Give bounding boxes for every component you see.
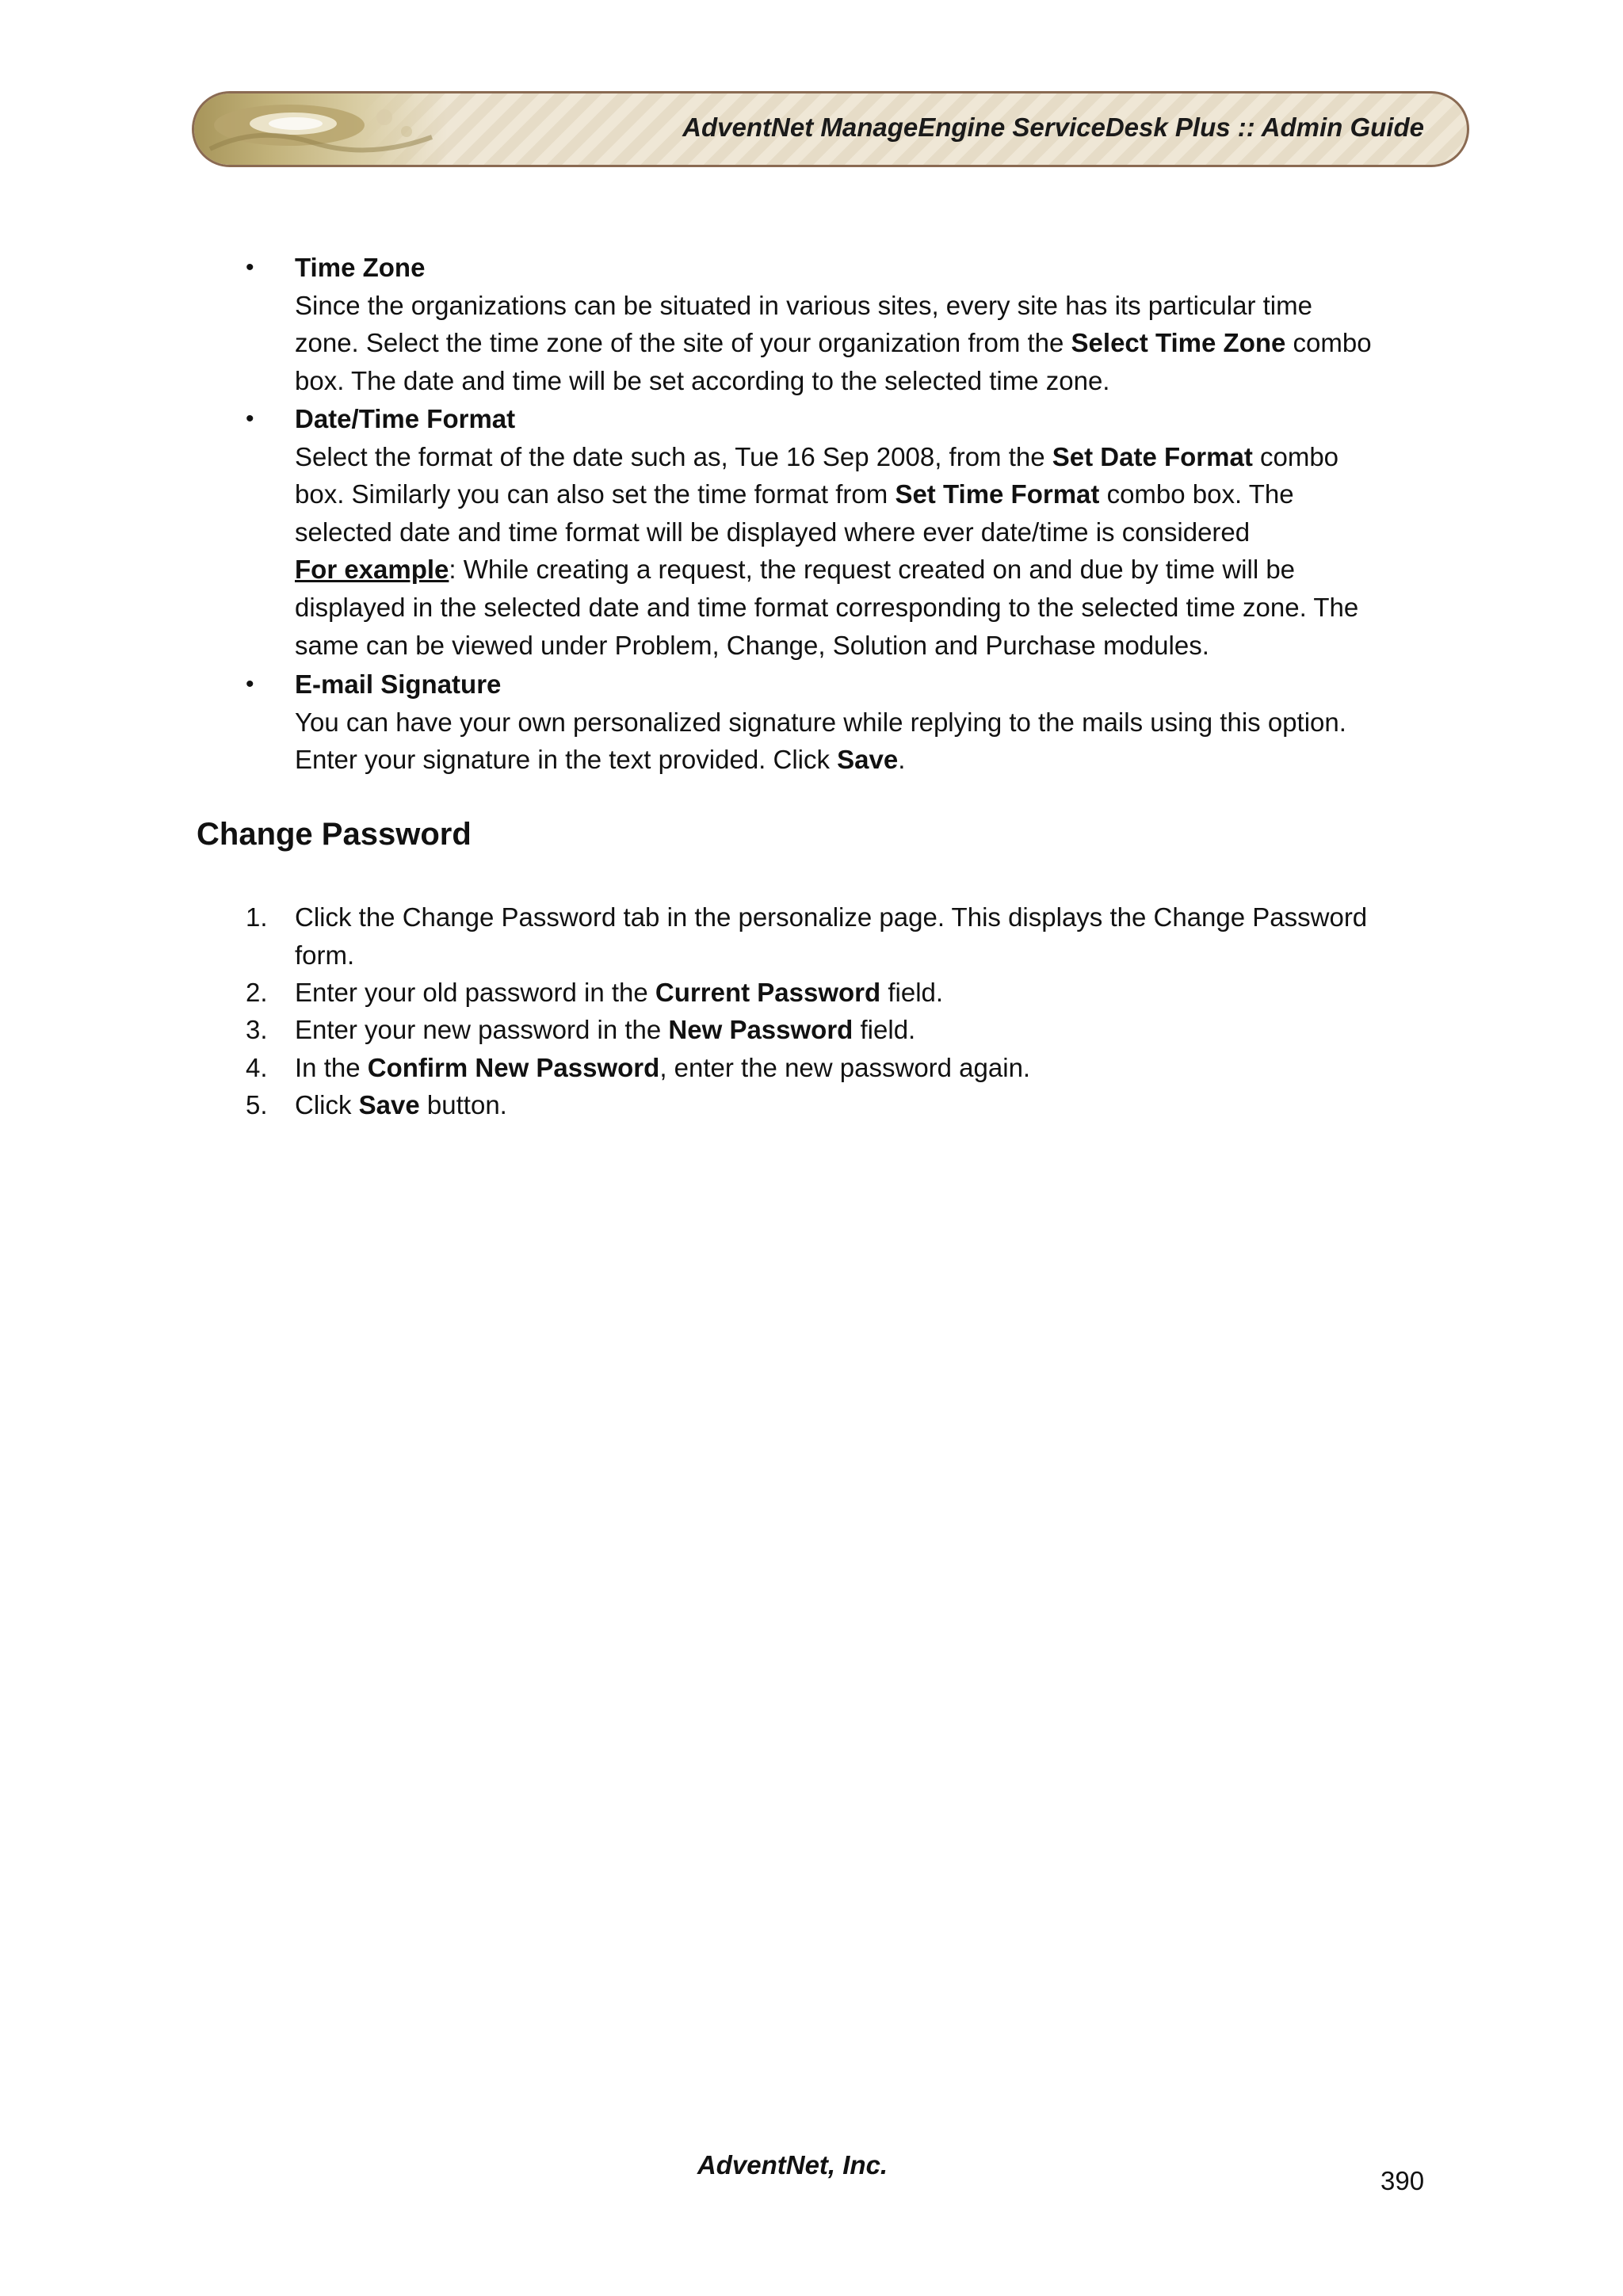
bold-term: Set Time Format [895,479,1100,509]
paragraph-line: displayed in the selected date and time format corresponding to the selected time zone. The [295,592,1359,622]
numbered-step [246,1011,1428,1049]
bold-term: Save [837,745,899,775]
bullet-icon: • [246,671,254,697]
step-text-line: Enter your new password in the New Password field. [295,1015,916,1044]
bullet-heading-line [295,249,1428,287]
paragraph-line: Since the organizations can be situated in various sites, every site has its particular time [295,290,1312,320]
paragraph-line: zone. Select the time zone of the site of your organization from the Select Time Zone combo [295,328,1372,358]
page-number: 390 [1381,2166,1425,2195]
paragraph-line: You can have your own personalized signature while replying to the mails using this option. [295,707,1346,737]
paragraph-line: box. Similarly you can also set the time format from Set Time Format combo box. The [295,479,1294,509]
numbered-step [246,1049,1428,1087]
numbered-step [246,898,1428,974]
footer-company-name: AdventNet, Inc. [697,2150,888,2180]
step-text-line: In the Confirm New Password, enter the new password again. [295,1053,1031,1082]
header-banner [192,91,1469,167]
bullet-item [246,666,1428,779]
bullet-icon: • [246,254,254,280]
paragraph-line: same can be viewed under Problem, Change, Solution and Purchase modules. [295,630,1209,660]
banner-artwork-icon [194,93,448,165]
paragraph-line: For example: While creating a request, the request created on and due by time will be [295,555,1296,585]
step-number: 3. [246,1015,268,1044]
step-number: 5. [246,1090,268,1119]
bold-term: New Password [668,1015,854,1044]
paragraph-line: Enter your signature in the text provided. Click Save. [295,745,906,775]
step-number: 4. [246,1053,268,1082]
paragraph-line: Select the format of the date such as, Tue 16 Sep 2008, from the Set Date Format combo [295,441,1339,471]
section-heading-change-password: Change Password [197,817,472,852]
bullet-item [246,249,1428,399]
bullet-icon: • [246,406,254,432]
bullet-heading: Date/Time Format [295,404,516,433]
bullet-heading-line [295,666,1428,704]
step-text-line: Click Save button. [295,1090,507,1119]
bullet-item [246,400,1428,664]
bullet-heading: E-mail Signature [295,669,502,699]
bullet-heading-line [295,400,1428,438]
step-text-line: form. [295,940,355,970]
paragraph-line: selected date and time format will be displayed where ever date/time is considered [295,517,1251,547]
bold-term: Save [358,1090,420,1119]
banner-decorative-image [194,93,448,165]
paragraph-line: box. The date and time will be set according to the selected time zone. [295,365,1110,395]
bold-term: Current Password [655,978,881,1007]
bullet-heading: Time Zone [295,253,426,282]
underlined-label: For example [295,555,449,585]
step-number: 1. [246,902,268,932]
numbered-step [246,1086,1428,1124]
bold-term: Set Date Format [1052,441,1253,471]
bold-term: Select Time Zone [1071,328,1286,358]
bold-term: Confirm New Password [367,1053,660,1082]
numbered-step [246,974,1428,1012]
step-text-line: Enter your old password in the Current Password field. [295,978,944,1007]
step-text-line: Click the Change Password tab in the personalize page. This displays the Change Password [295,902,1368,932]
step-number: 2. [246,978,268,1007]
document-header-title: AdventNet ManageEngine ServiceDesk Plus :: Admin Guide [682,113,1424,142]
